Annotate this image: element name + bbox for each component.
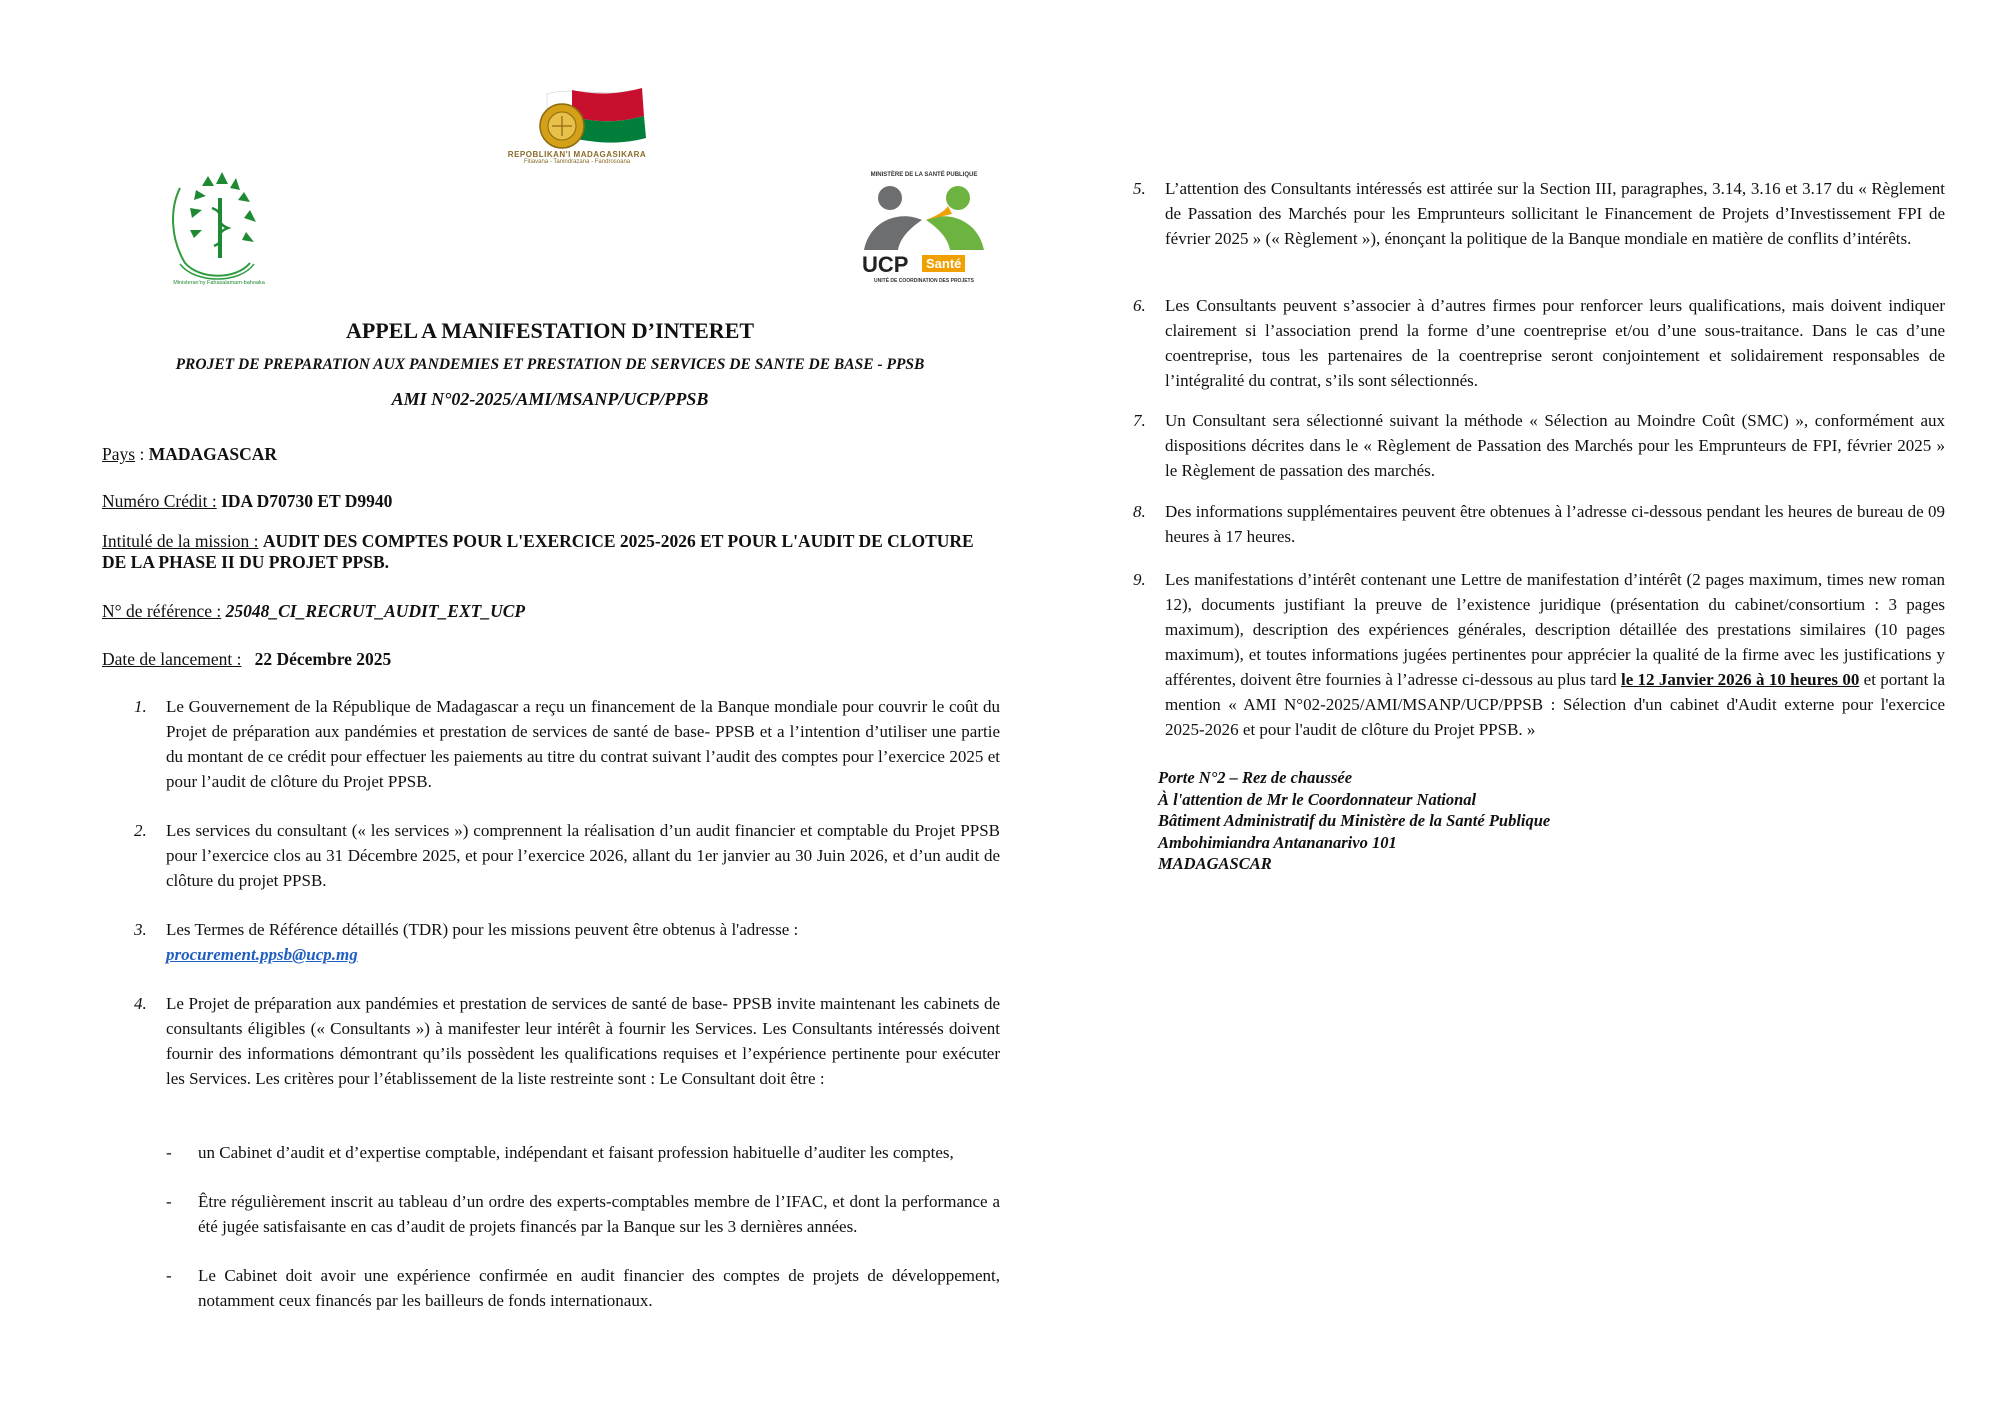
item-text: Les services du consultant (« les services ») comprennent la réalisation d’un audit financier et comptable du Projet PPSB pour l’exercice clos au 31 Décembre 2025, et pour l’exercice 2026, allant du 1er janvier au 30 Juin 2026, et d’un audit de clôture du projet PPSB. xyxy=(166,821,1000,890)
list-item xyxy=(134,694,1000,794)
item-text: Les Termes de Référence détaillés (TDR) pour les missions peuvent être obtenus à l'adresse : xyxy=(166,920,799,939)
item-text: Le Gouvernement de la République de Madagascar a reçu un financement de la Banque mondiale pour couvrir le coût du Projet de préparation aux pandémies et prestation de services de santé de base- PPSB et a l’intention d’utiliser une partie du montant de ce crédit pour effectuer les paiements au titre du contrat suivant l’audit des comptes pour l’exercice 2025 et pour l’audit de clôture du Projet PPSB. xyxy=(166,697,1000,791)
list-item xyxy=(1133,293,1945,393)
ministry-emblem-text: Ministeran'ny Fahasalamam-bahoaka xyxy=(173,280,265,286)
launch-date-value: 22 Décembre 2025 xyxy=(254,649,392,669)
reference-value: 25048_CI_RECRUT_AUDIT_EXT_UCP xyxy=(225,601,526,621)
ucp-figures-icon xyxy=(860,180,988,250)
item-number: 3. xyxy=(134,920,147,939)
republic-caption: REPOBLIKAN'I MADAGASIKARA xyxy=(507,150,647,159)
criteria-item xyxy=(166,1189,1000,1239)
meta-launch-date xyxy=(102,649,1000,670)
deadline-date: le 12 Janvier 2026 à 10 heures 00 xyxy=(1620,670,1860,689)
bullet-dash: - xyxy=(166,1192,172,1211)
republic-emblem-logo xyxy=(452,86,702,166)
item-text: Un Consultant sera sélectionné suivant la méthode « Sélection au Moindre Coût (SMC) », conformément aux dispositions décrites dans le « Règlement de Passation des Marchés pour les Emprunteurs de FPI, février 2025 » le Règlement de passation des marchés. xyxy=(1165,411,1945,480)
ucp-brand-text: UCP xyxy=(862,252,909,277)
item-text: Des informations supplémentaires peuvent être obtenues à l’adresse ci-dessous pendant les heures de bureau de 09 heures à 17 heures. xyxy=(1165,502,1945,546)
list-item xyxy=(1133,499,1945,549)
item-number: 6. xyxy=(1133,296,1146,315)
list-item xyxy=(134,917,1000,967)
procurement-email-link[interactable]: procurement.ppsb@ucp.mg xyxy=(166,945,358,964)
republic-motto: Fitiavana - Tanindrazana - Fandrosoana xyxy=(523,159,631,165)
ministry-health-emblem xyxy=(150,168,286,292)
criteria-item xyxy=(166,1263,1000,1313)
meta-country xyxy=(102,444,1000,465)
criteria-text: un Cabinet d’audit et d’expertise comptable, indépendant et faisant profession habituelle d’auditer les comptes, xyxy=(198,1143,954,1162)
address-line: À l'attention de Mr le Coordonnateur National xyxy=(1158,789,1477,809)
mission-label: Intitulé de la mission : xyxy=(102,531,259,551)
item-number: 9. xyxy=(1133,570,1146,589)
credit-label: Numéro Crédit : xyxy=(102,491,217,511)
item-text-cont: et portant la mention « AMI N°02-2025/AMI/MSANP/UCP/PPSB : Sélection d'un cabinet d'Audit externe pour l'exercice 2025-2026 et pour l'audit de clôture du Projet PPSB. » xyxy=(1165,670,1945,739)
bullet-dash: - xyxy=(166,1143,172,1162)
reference-label: N° de référence : xyxy=(102,601,222,621)
item-number: 5. xyxy=(1133,179,1146,198)
list-item xyxy=(1133,567,1945,742)
meta-credit-number xyxy=(102,491,1000,512)
item-number: 8. xyxy=(1133,502,1146,521)
criteria-text: Le Cabinet doit avoir une expérience confirmée en audit financier des comptes de projets de développement, notamment ceux financés par les bailleurs de fonds internationaux. xyxy=(198,1266,1000,1310)
criteria-text: Être régulièrement inscrit au tableau d’un ordre des experts-comptables membre de l’IFAC, et dont la performance a été jugée satisfaisante en cas d’audit de projets financés par la Banque sur les 3 dernières années. xyxy=(198,1192,1000,1236)
meta-reference-number xyxy=(102,601,1000,622)
project-title: PROJET DE PREPARATION AUX PANDEMIES ET PRESTATION DE SERVICES DE SANTE DE BASE - PPSB xyxy=(175,356,925,373)
submission-address xyxy=(1158,767,1858,875)
ami-reference: AMI N°02-2025/AMI/MSANP/UCP/PPSB xyxy=(391,389,709,409)
ucp-brand-suffix: Santé xyxy=(922,255,965,272)
item-number: 2. xyxy=(134,821,147,840)
address-line: Bâtiment Administratif du Ministère de la Santé Publique xyxy=(1158,811,1551,830)
list-item xyxy=(1133,408,1945,483)
document-title: APPEL A MANIFESTATION D’INTERET xyxy=(345,318,755,343)
bullet-dash: - xyxy=(166,1266,172,1285)
ucp-top-text: MINISTÈRE DE LA SANTÉ PUBLIQUE xyxy=(870,172,978,178)
criteria-item xyxy=(166,1140,1000,1165)
credit-value: IDA D70730 ET D9940 xyxy=(221,491,393,511)
list-item xyxy=(1133,176,1945,251)
launch-date-label: Date de lancement : xyxy=(102,649,242,669)
ucp-bottom-text: UNITÉ DE COORDINATION DES PROJETS xyxy=(874,278,974,284)
country-label: Pays xyxy=(102,444,136,464)
country-value: MADAGASCAR xyxy=(148,444,278,464)
item-text: Le Projet de préparation aux pandémies et prestation de services de santé de base- PPSB invite maintenant les cabinets de consultants éligibles (« Consultants ») à manifester leur intérêt à fournir les Services. Les Consultants intéressés doivent fournir des informations démontrant qu’ils possèdent les qualifications requises et l’expérience pertinente pour exécuter les Services. Les critères pour l’établissement de la liste restreinte sont : Le Consultant doit être : xyxy=(166,994,1000,1088)
item-number: 4. xyxy=(134,994,147,1013)
address-line: Ambohimiandra Antananarivo 101 xyxy=(1158,832,1397,852)
ucp-brand xyxy=(860,252,988,276)
item-text: Les Consultants peuvent s’associer à d’autres firmes pour renforcer leurs qualifications, mais doivent indiquer clairement si l’association prend la forme d’une coentreprise et/ou d’une sous-traitance. Dans le cas d’une coentreprise, tous les partenaires de la coentreprise seront conjointement et solidairement responsables de l’intégralité du contrat, s’ils sont sélectionnés. xyxy=(1165,296,1945,390)
list-item xyxy=(134,818,1000,893)
address-line: Porte N°2 – Rez de chaussée xyxy=(1158,768,1353,787)
item-number: 1. xyxy=(134,697,147,716)
list-item xyxy=(134,991,1000,1091)
item-text: L’attention des Consultants intéressés est attirée sur la Section III, paragraphes, 3.14, 3.16 et 3.17 du « Règlement de Passation des Marchés pour les Emprunteurs sollicitant le Financement de Projets d’Investissement FPI de février 2025 » (« Règlement »), énonçant la politique de la Banque mondiale en matière de conflits d’intérêts. xyxy=(1165,179,1945,248)
ministry-emblem-icon xyxy=(150,168,286,292)
country-separator: : xyxy=(135,444,149,464)
item-text: Les manifestations d’intérêt contenant une Lettre de manifestation d’intérêt (2 pages maximum, times new roman 12), documents justifiant la preuve de l’existence juridique (présentation du cabinet/consortium : 3 pages maximum), description des expériences générales, description détaillée des prestations similaires (10 pages maximum), et toutes informations jugées pertinentes pour apprécier la qualité de la firme avec les justifications y afférentes, doivent être fournies à l’adresse ci-dessous au plus tard xyxy=(1165,570,1945,689)
item-number: 7. xyxy=(1133,411,1146,430)
meta-mission-title xyxy=(102,531,1000,573)
mission-value: AUDIT DES COMPTES POUR L'EXERCICE 2025-2026 ET POUR L'AUDIT DE CLOTURE DE LA PHASE II DU PROJET PPSB. xyxy=(102,531,974,572)
ucp-sante-logo xyxy=(860,172,988,288)
address-line: MADAGASCAR xyxy=(1158,854,1272,873)
